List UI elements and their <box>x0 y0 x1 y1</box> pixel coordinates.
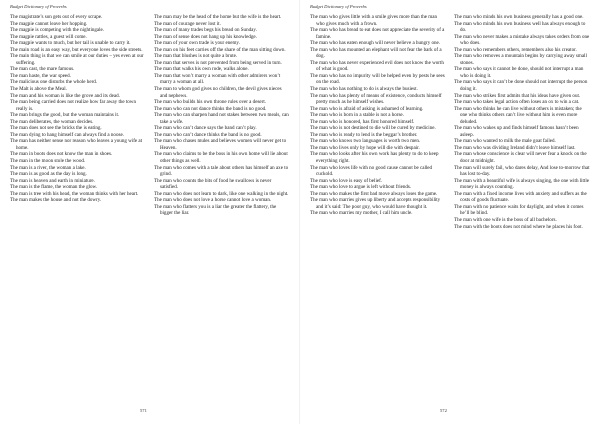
proverb-entry: The man who says it can’t be done should not interrupt the person doing it. <box>454 79 588 93</box>
proverb-entry: The man who love is easy of belief. <box>310 177 383 184</box>
column <box>10 14 146 217</box>
proverb-entry: The man who is ready to lend is the beggar’s brother. <box>310 131 418 138</box>
proverb-entry: The man of your own trade is your enemy. <box>154 40 240 47</box>
proverb-entry: The man is the flame, the woman the glow. <box>10 184 98 191</box>
proverb-entry: The man who never makes a mistake always takes orders from one who does. <box>454 33 590 47</box>
proverb-entry: The man who has bread to eat does not appreciate the severity of a famine. <box>310 27 445 40</box>
proverb-entry: The man who is afraid of asking is ashamed of learning. <box>310 105 424 112</box>
proverb-entry: The man brings the good, but the woman maintains it. <box>10 112 120 119</box>
proverb-entry: The man cast, the mare famous. <box>10 66 75 73</box>
proverb-entry: The man of sense does not hang up his knowledge. <box>154 33 257 40</box>
proverb-entry: The man dying to hang himself can always find a noose. <box>10 131 124 138</box>
proverb-entry: The man who has eaten enough will never believe a hungry one. <box>310 40 441 47</box>
right-page-columns <box>310 14 590 230</box>
proverb-entry: The man who has plenty of means of existence, conducts himself pretty much as he himself wishes. <box>310 92 442 106</box>
proverb-entry: The man with one wife is the boss of all bachelors. <box>454 216 557 223</box>
proverb-entry: The man who is born in a stable is not a horse. <box>310 112 404 119</box>
proverb-entry: The man who claims to be the boss in his own home will lie about other things as well. <box>154 151 288 165</box>
proverb-entry: The man who comes with a tale about others has himself an axe to grind. <box>154 164 289 178</box>
proverb-entry: The man who says it cannot be done, should not interrupt a man who is doing it. <box>454 66 584 79</box>
proverb-entry: The magpie rattles, a guest will come. <box>10 33 87 40</box>
proverb-entry: The man who marries my mother, I call him uncle. <box>310 210 413 217</box>
proverb-entry: The man is tree with his head, the woman thinks with her heart. <box>10 190 139 197</box>
proverb-entry: The man who does not learn to dark, like one walking in the night. <box>154 190 289 197</box>
proverb-entry: The man who removes a mountain begins by carrying away small stones. <box>454 53 587 66</box>
proverb-entry: The man who wanted to milk the male goat failed. <box>454 138 556 145</box>
proverb-entry: The man being carried does not realize how far away the town really is. <box>10 99 136 112</box>
column <box>454 14 590 230</box>
page-number: 572 <box>440 408 447 413</box>
proverb-entry: The Malt is above the Meal. <box>10 86 67 93</box>
proverb-entry: The man who strikes first admits that his ideas have given out. <box>454 92 581 99</box>
proverb-entry: The man who gives little with a smile gives more than the man who gives much with a frown. <box>310 14 437 27</box>
proverb-entry: The man who minds his own business generally has a good one. <box>454 14 584 20</box>
proverb-entry: The man makes the house and not the dowry. <box>10 197 102 204</box>
proverb-entry: The man haste, the war speed. <box>10 72 71 79</box>
proverb-entry: The man who does not love a horse cannot love a woman. <box>154 197 272 204</box>
proverb-entry: The man who remembers others, remembers also his creator. <box>454 46 577 53</box>
proverb-entry: The man on his feet carries off the share of the man sitting down. <box>154 46 286 53</box>
proverb-entry: The man who thinks he can live without others is mistaken; the one who thinks others can’t live without him is even more deluded. <box>454 105 582 125</box>
proverb-entry: The man who minds his own business well has always enough to do. <box>454 20 586 34</box>
proverb-entry: The man whose conscience is clear will never fear a knock on the door at midnight. <box>454 151 587 165</box>
proverb-entry: The man who marries gives up liberty and accepts responsibility and it’s said: The poor guy, who would have thought it. <box>310 197 441 210</box>
left-page-columns <box>10 14 290 217</box>
running-header: Budget Dictionary of Proverbs <box>310 4 367 9</box>
running-header: Budget Dictionary of Proverbs <box>10 4 67 9</box>
proverb-entry: The man who lives only by hope will die with despair. <box>310 144 420 151</box>
proverb-entry: The man who builds his own throne rules over a desert. <box>154 99 266 106</box>
proverb-entry: The man in the moon stole the wood. <box>10 158 86 165</box>
column <box>154 14 290 217</box>
proverb-entry: The man who counts the bits of food he swallows is never satisfied. <box>154 177 272 191</box>
proverb-entry: The man who love to argue is left without friends. <box>310 184 412 191</box>
proverb-entry: The man to whom god gives no children, the devil gives nieces and nephews. <box>154 86 282 99</box>
proverb-entry: The man that serves is not prevented from being served in turn. <box>154 59 282 66</box>
proverb-entry: The man who has mounted an elephant will not fear the bark of a dog. <box>310 46 442 60</box>
proverb-entry: The man who has no impurity will be helped even by pests he sees on the road. <box>310 72 445 86</box>
proverb-entry: The main thing is that we can smile at our duties – yes even at our suffering. <box>10 53 144 66</box>
proverb-entry: The man who takes legal action often loses an ox to win a cat. <box>454 99 580 106</box>
proverb-entry: The man who has never experienced evil does not know the worth of what is good. <box>310 59 444 73</box>
proverb-entry: The man who looks after his own work has plenty to do to keep everything right. <box>310 151 439 165</box>
proverb-entry: The man and his woman is like the grove and its dead. <box>10 92 120 99</box>
proverb-entry: The man that walks his own rode, walks alone. <box>154 66 249 73</box>
proverb-entry: The man who can not dance thinks the band is no good. <box>154 105 267 112</box>
proverb-entry: The man who makes the first bad move always loses the game. <box>310 190 438 197</box>
proverb-entry: The man is heaven and earth in miniature. <box>10 177 95 184</box>
proverb-entry: The man who can’t dance thinks the band is no good. <box>154 131 262 138</box>
proverb-entry: The man in boots does not know the man in shoes. <box>10 151 113 158</box>
column <box>310 14 446 230</box>
proverb-entry: The man has neither sense nor reason who leaves a young wife at home. <box>10 138 143 151</box>
proverb-entry: The man that blushes is not quite a brute. <box>154 53 238 60</box>
proverb-entry: The man of courage never lost it. <box>154 20 221 27</box>
proverb-entry: The man who flatters you is a liar the greater the flattery, the bigger the liar. <box>154 203 277 217</box>
proverb-entry: The man who knows two languages is worth two men. <box>310 138 421 145</box>
proverb-entry: The man that won’t marry a woman with other admirers won’t marry a woman at all. <box>154 72 281 86</box>
proverb-entry: The magpie cannot leave her hopping. <box>10 20 88 27</box>
proverb-entry: The man with a beautiful wife is always singing, the one with little money is always counting. <box>454 177 589 191</box>
proverb-entry: The man will surely fail, who dares delay, And lose to-morrow that has lost to-day. <box>454 164 590 178</box>
proverb-entry: The man of many trades begs his bread on Sunday. <box>154 27 257 34</box>
page-number: 571 <box>140 408 147 413</box>
proverb-entry: The man is a river, the woman a lake. <box>10 164 86 171</box>
proverb-entry: The man who is honored, has first honored himself. <box>310 118 415 125</box>
proverb-entry: The man who has nothing to do is always the busiest. <box>310 86 418 93</box>
proverb-entry: The man who can’t dance says the band can’t play. <box>154 125 257 132</box>
proverb-entry: The man who is not destined to die will be cured by medicine. <box>310 125 436 132</box>
proverb-entry: The man who can sharpen hand not stakes between two meals, can take a wife. <box>154 112 289 125</box>
proverb-entry: The magpie wants to much, but her tail is unable to carry it. <box>10 40 131 47</box>
proverb-entry: The man who wakes up and finds himself famous hasn’t been asleep. <box>454 125 579 138</box>
proverb-entry: The man deliberates, the woman decides. <box>10 118 94 125</box>
proverb-entry: The main road is an easy way, but everyone loves the side streets. <box>10 46 143 53</box>
proverb-entry: The man who loves life with no good cause cannot be called cuckold. <box>310 164 433 178</box>
proverb-entry: The man with the boots does not mind where he places his foot. <box>454 223 583 230</box>
proverb-entry: The man does not see the bricks the is eating. <box>10 125 102 132</box>
proverb-entry: The man with a fixed income lives with anxiety and suffers as the costs of goods fluctuate. <box>454 190 587 204</box>
proverb-entry: The man may be the head of the home but the wife is the heart. <box>154 14 282 20</box>
proverb-entry: The magistrate’s son gets out of every scrape. <box>10 14 103 20</box>
proverb-entry: The man with no patience waits for daylight, and when it comes he’ll be blind. <box>454 203 584 217</box>
right-page <box>300 0 600 424</box>
proverb-entry: The man who chases mules and believes women will never get to Heaven. <box>154 138 287 151</box>
proverb-entry: The magpie is competing with the nightingale. <box>10 27 105 34</box>
proverb-entry: The man is as good as the day is long. <box>10 171 87 178</box>
proverb-entry: The man who was dividing Ireland didn’t leave himself last. <box>454 144 576 151</box>
proverb-entry: The malicious one disturbs the whole herd. <box>10 79 98 86</box>
